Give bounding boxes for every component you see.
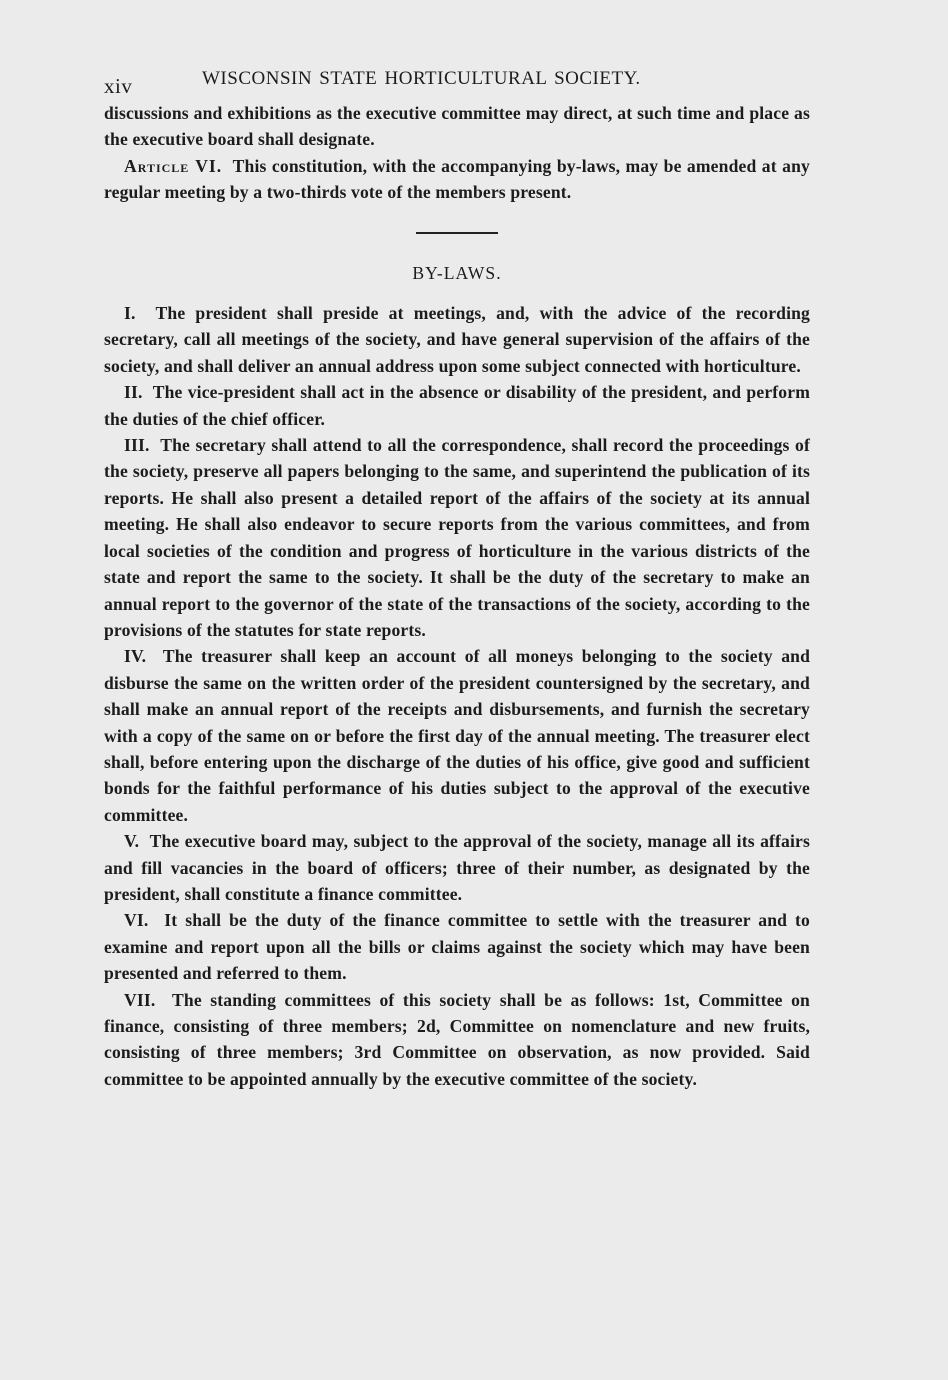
bylaw-numeral: IV. [124, 646, 147, 667]
bylaw-numeral: VII. [124, 989, 156, 1010]
bylaw-text: The executive board may, subject to the approval of the society, manage all its affairs and fill vacancies in the board of officers; three of their number, as designated by the president, shall constitute a finance committee. [104, 831, 810, 904]
bylaw-paragraph [104, 828, 810, 907]
bylaw-paragraph [104, 987, 810, 1093]
bylaw-text: It shall be the duty of the finance committee to settle with the treasurer and to examine and report upon all the bills or claims against the society which may have been presented and referred to them. [104, 910, 810, 984]
running-head [104, 60, 810, 100]
bylaw-text: The secretary shall attend to all the correspondence, shall record the proceedings of the society, preserve all papers belonging to the same, and superintend the publication of its reports. He shall also present a detailed report of the affairs of the society at its annual meeting. He shall also endeavor to secure reports from the various committees, and from local societies of the condition and progress of horticulture in the various districts of the state and report the same to the society. It shall be the duty of the secretary to make an annual report to the governor of the state of the transactions of the society, according to the provisions of the statutes for state reports. [104, 435, 811, 640]
bylaw-paragraph [104, 432, 810, 643]
bylaw-paragraph [104, 907, 810, 986]
bylaw-text: The treasurer shall keep an account of all moneys belonging to the society and disburse the same on the written order of the president countersigned by the secretary, and shall make an annual report of the receipts and disbursements, and furnish the secretary with a copy of the same on or before the first day of the annual meeting. The treasurer elect shall, before entering upon the discharge of the duties of his office, give good and sufficient bonds for the faithful performance of his duties subject to the approval of the executive committee. [104, 646, 811, 825]
bylaw-paragraph [104, 643, 810, 828]
article-label: Article VI. [124, 155, 223, 176]
continuation-paragraph: discussions and exhibitions as the executive committee may direct, at such time and place as the executive board shall designate. [104, 103, 810, 150]
body-text [104, 100, 810, 1092]
bylaw-text: The vice-president shall act in the absence or disability of the president, and perform the duties of the chief officer. [104, 382, 811, 429]
bylaw-paragraph [104, 300, 810, 379]
bylaw-numeral: III. [124, 435, 150, 456]
article-vi-paragraph [104, 153, 810, 206]
article-text: This constitution, with the accompanying by-laws, may be amended at any regular meeting by a two-thirds vote of the members present. [104, 155, 810, 203]
bylaw-numeral: I. [124, 303, 136, 324]
bylaw-numeral: V. [124, 831, 140, 852]
running-head-title: WISCONSIN STATE HORTICULTURAL SOCIETY. [202, 68, 641, 89]
bylaw-text: The president shall preside at meetings, and, with the advice of the recording secretary, call all meetings of the society, and have general supervision of the affairs of the society, and shall deliver an annual address upon some subject connected with horticulture. [104, 303, 811, 376]
page-number: xiv [104, 74, 133, 98]
section-divider [416, 232, 498, 234]
bylaw-text: The standing committees of this society shall be as follows: 1st, Committee on finance, consisting of three members; 2d, Committee on nomenclature and new fruits, consisting of three members; 3rd Committee on observation, as now provided. Said committee to be appointed annually by the executive committee of the society. [104, 989, 810, 1089]
bylaw-numeral: II. [124, 382, 143, 403]
bylaw-paragraph [104, 379, 810, 432]
bylaws-heading: BY-LAWS. [412, 262, 502, 283]
bylaw-numeral: VI. [124, 910, 149, 931]
